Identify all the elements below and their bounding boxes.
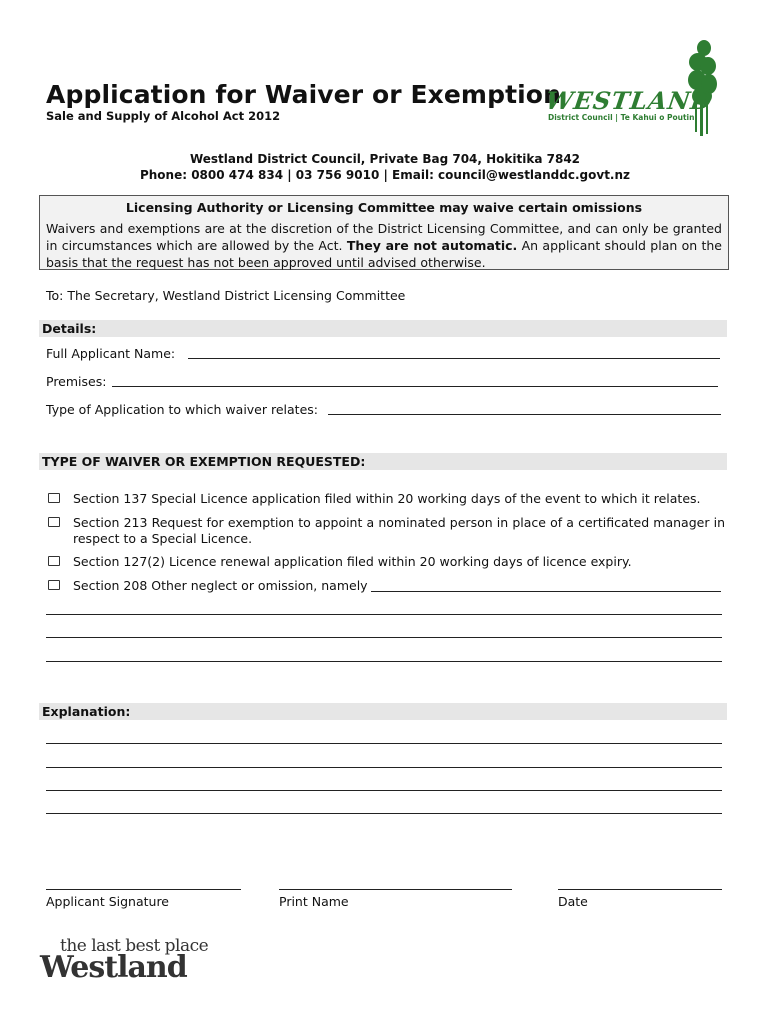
explanation-line-2[interactable] [46,767,722,768]
address-line-1: Westland District Council, Private Bag 704, Hokitika 7842 [189,152,581,166]
section-208-checkbox[interactable] [48,580,60,590]
notice-body [46,220,722,271]
date-label: Date [558,894,588,909]
omission-line-2[interactable] [46,637,722,638]
section-208-field[interactable] [371,591,721,592]
application-type-field[interactable] [328,414,721,415]
applicant-name-label: Full Applicant Name: [46,346,176,361]
section-213-checkbox[interactable] [48,517,60,527]
page-subtitle: Sale and Supply of Alcohol Act 2012 [46,109,281,123]
print-name-label: Print Name [279,894,349,909]
date-field[interactable] [558,889,722,890]
to-line: To: The Secretary, Westland District Licensing Committee [46,288,406,303]
omission-line-3[interactable] [46,661,722,662]
logo-tagline: District Council | Te Kahui o Poutini [548,113,698,122]
notice-text-bold: They are not automatic. [346,238,518,253]
notice-text-2: An applicant should plan on the basis that the request has not been approved until advised otherwise. [46,238,722,270]
premises-field[interactable] [112,386,718,387]
explanation-line-1[interactable] [46,743,722,744]
applicant-name-field[interactable] [188,358,720,359]
explanation-line-4[interactable] [46,813,722,814]
applicant-signature-field[interactable] [46,889,241,890]
explanation-heading: Explanation: [39,703,727,720]
address-line-2: Phone: 0800 474 834 | 03 756 9010 | Email: council@westlanddc.govt.nz [139,168,631,182]
footer-logo-tagline: the last best place [60,936,209,956]
section-127-checkbox[interactable] [48,556,60,566]
notice-box [39,195,729,270]
footer-logo-wordmark: Westland [40,950,187,985]
notice-heading: Licensing Authority or Licensing Committee may waive certain omissions [125,200,643,215]
section-137-checkbox[interactable] [48,493,60,503]
page-title: Application for Waiver or Exemption [46,80,561,109]
premises-label: Premises: [46,374,107,389]
explanation-line-3[interactable] [46,790,722,791]
section-208-label: Section 208 Other neglect or omission, namely [73,578,368,593]
details-heading: Details: [39,320,727,337]
applicant-signature-label: Applicant Signature [46,894,169,909]
footer-logo [40,936,210,992]
waiver-heading: TYPE OF WAIVER OR EXEMPTION REQUESTED: [39,453,727,470]
section-127-label: Section 127(2) Licence renewal application filed within 20 working days of licence expiry. [73,554,632,569]
section-213-label: Section 213 Request for exemption to appoint a nominated person in place of a certificated manager in respect to a Special Licence. [73,515,725,546]
omission-line-1[interactable] [46,614,722,615]
print-name-field[interactable] [279,889,512,890]
application-type-label: Type of Application to which waiver relates: [46,402,318,417]
section-137-label: Section 137 Special Licence application filed within 20 working days of the event to which it relates. [73,491,701,506]
notice-text-1: Waivers and exemptions are at the discretion of the District Licensing Committee, and can only be granted in circumstances which are allowed by the Act. [46,221,722,253]
logo-wordmark: WESTLAND [543,86,715,115]
council-logo [544,38,724,138]
